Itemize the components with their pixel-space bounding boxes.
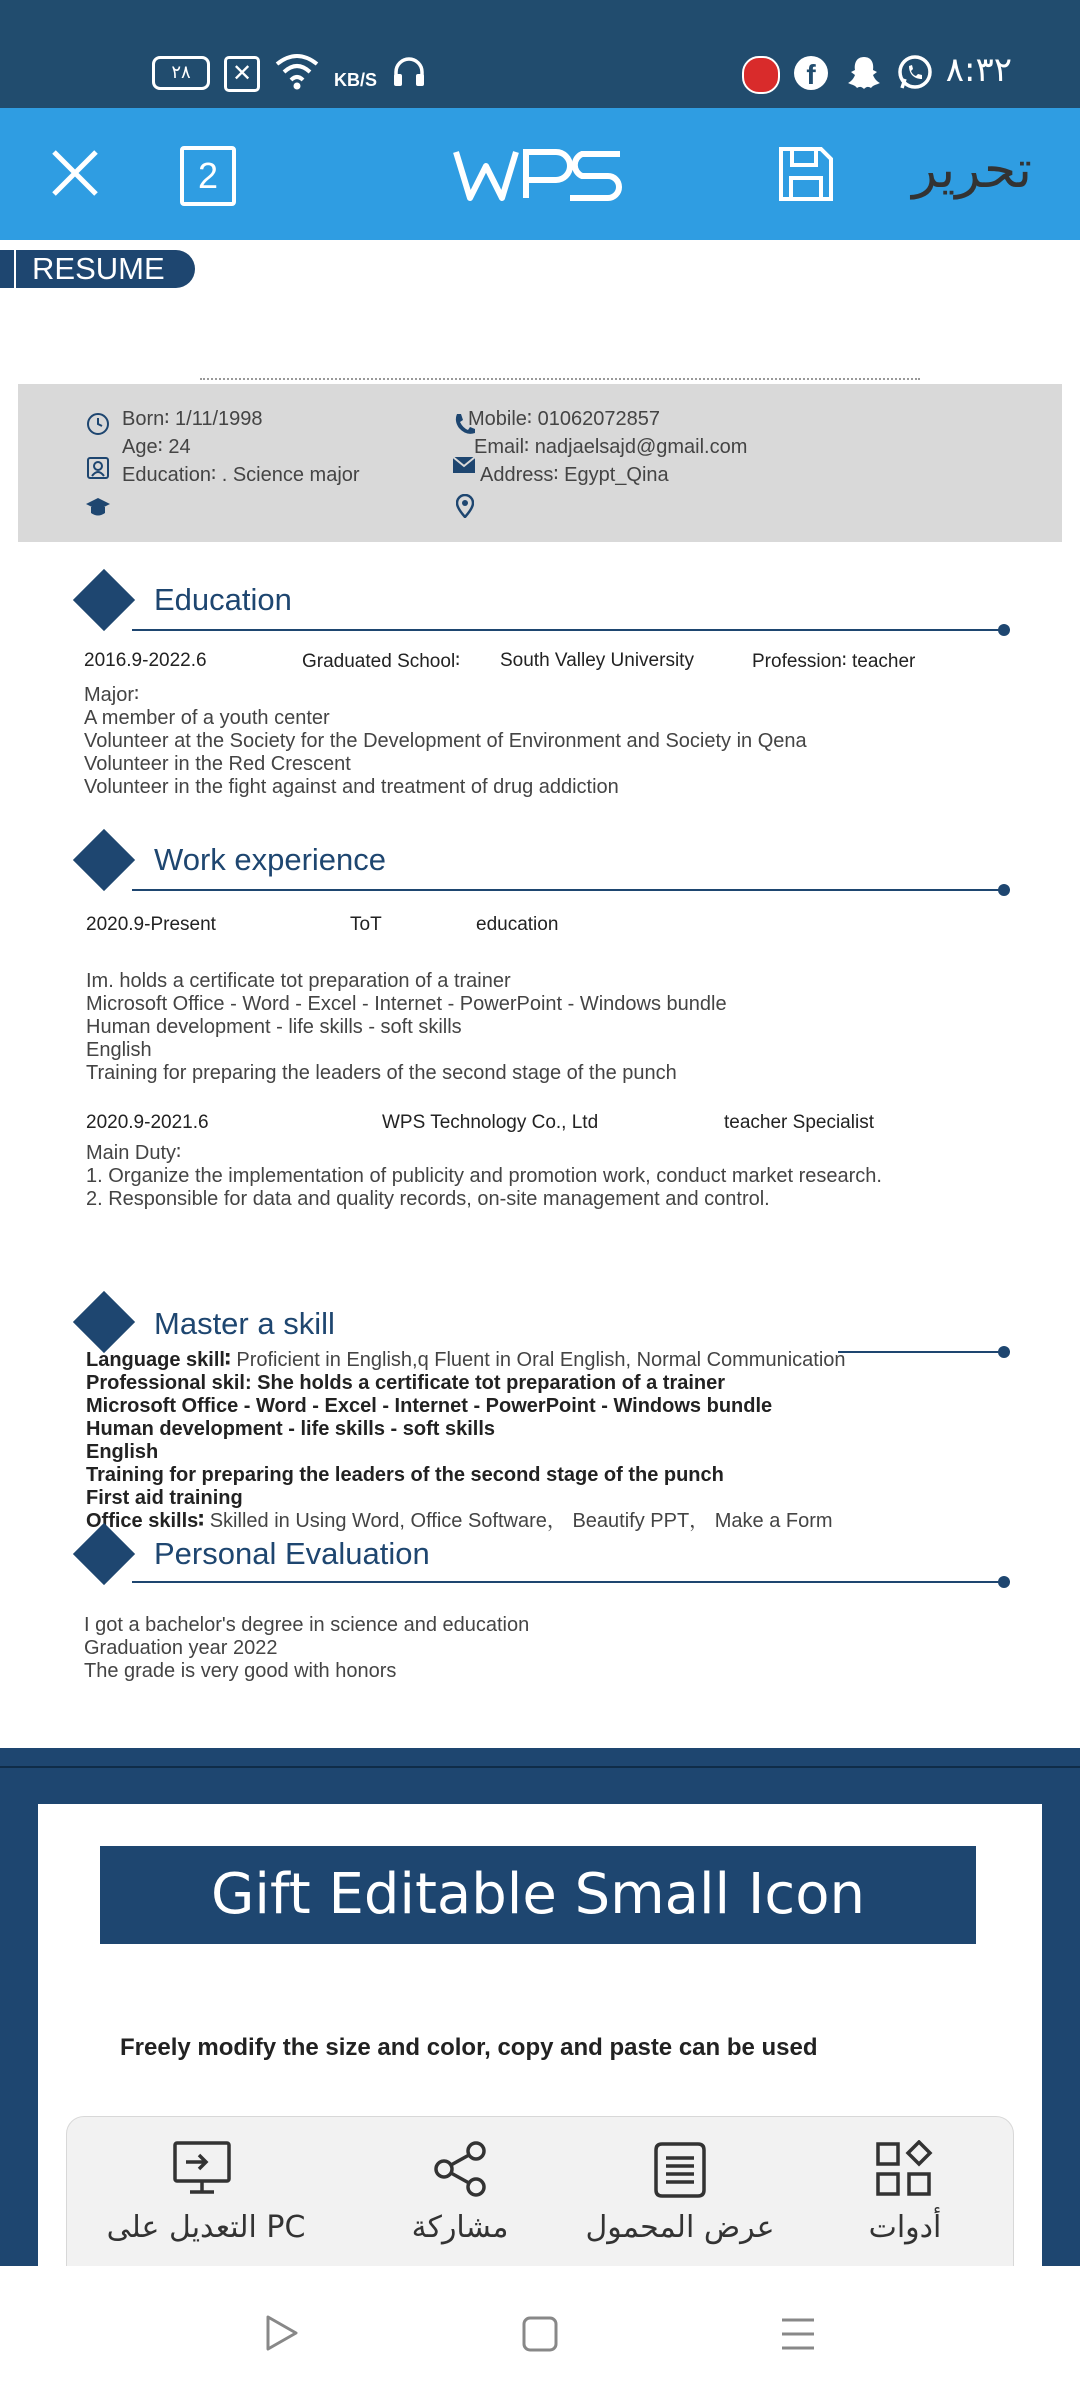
language-skill-label: Language skill∶ bbox=[86, 1349, 231, 1371]
education-line: Volunteer in the Red Crescent bbox=[84, 753, 351, 775]
mobile-view-label: عرض المحمول bbox=[585, 2210, 775, 2245]
work-title: Work experience bbox=[154, 842, 387, 877]
job2-period: 2020.9-2021.6 bbox=[86, 1112, 209, 1133]
menu-icon[interactable] bbox=[780, 2316, 816, 2352]
edit-button[interactable]: تحرير bbox=[912, 140, 1032, 200]
job2-details bbox=[86, 1142, 882, 1211]
section-diamond bbox=[73, 1291, 135, 1353]
evaluation-line: I got a bachelor's degree in science and education bbox=[84, 1614, 530, 1636]
education-profession: Profession∶ teacher bbox=[752, 651, 916, 672]
battery-level: ٢٨ bbox=[171, 62, 191, 83]
resume-tag-bar bbox=[0, 250, 14, 288]
system-nav-bar bbox=[0, 2266, 1080, 2400]
job1-company: ToT bbox=[350, 914, 382, 935]
education-school: South Valley University bbox=[500, 650, 694, 671]
job1-line: Human development - life skills - soft skills bbox=[86, 1016, 462, 1038]
section-rule-dot bbox=[998, 1576, 1010, 1588]
evaluation-details bbox=[84, 1614, 529, 1683]
no-sim-icon: ✕ bbox=[224, 56, 260, 92]
skill-line: English bbox=[86, 1441, 159, 1463]
edit-on-pc-label: التعديل على PC bbox=[106, 2210, 306, 2245]
battery-icon bbox=[152, 56, 210, 90]
section-rule bbox=[838, 1351, 1004, 1353]
resume-tag: RESUME bbox=[16, 250, 195, 288]
info-mobile: Mobile∶ 01062072857 bbox=[468, 408, 661, 430]
tools-label: أدوات bbox=[868, 2210, 942, 2245]
mail-icon bbox=[452, 456, 476, 474]
gift-title: Gift Editable Small Icon bbox=[100, 1846, 976, 1944]
back-icon[interactable] bbox=[264, 2314, 300, 2352]
wps-logo bbox=[452, 146, 626, 204]
location-pin-icon bbox=[456, 494, 474, 518]
status-bar bbox=[0, 0, 1080, 108]
net-speed: KB/S bbox=[334, 70, 378, 90]
job2-line: Main Duty∶ bbox=[86, 1142, 182, 1164]
facebook-icon: f bbox=[794, 56, 828, 90]
job2-line: 2. Responsible for data and quality records, on-site management and control. bbox=[86, 1188, 770, 1210]
mobile-view-icon bbox=[652, 2140, 708, 2200]
education-line: Major∶ bbox=[84, 684, 140, 706]
info-born: Born∶ 1/11/1998 bbox=[122, 408, 263, 430]
section-diamond bbox=[73, 829, 135, 891]
status-time: ٨:٣٢ bbox=[945, 50, 1012, 90]
info-age: Age∶ 24 bbox=[122, 436, 191, 458]
skill-line: First aid training bbox=[86, 1487, 243, 1509]
education-school-label: Graduated School∶ bbox=[302, 651, 461, 672]
page-separator bbox=[0, 1766, 1080, 1768]
job1-line: Im. holds a certificate tot preparation of a trainer bbox=[86, 970, 511, 992]
share-button[interactable] bbox=[380, 2138, 540, 2258]
job1-period: 2020.9-Present bbox=[86, 914, 216, 935]
skills-title: Master a skill bbox=[154, 1306, 335, 1341]
job1-line: Training for preparing the leaders of the second stage of the punch bbox=[86, 1062, 677, 1084]
share-label: مشاركة bbox=[411, 2210, 509, 2245]
graduation-cap-icon bbox=[84, 496, 112, 518]
education-line: Volunteer at the Society for the Development of Environment and Society in Qena bbox=[84, 730, 807, 752]
education-line: Volunteer in the fight against and treatment of drug addiction bbox=[84, 776, 619, 798]
evaluation-line: The grade is very good with honors bbox=[84, 1660, 397, 1682]
evaluation-title: Personal Evaluation bbox=[154, 1536, 430, 1571]
home-icon[interactable] bbox=[522, 2316, 558, 2352]
skill-line: Human development - life skills - soft skills bbox=[86, 1418, 495, 1440]
snapchat-icon bbox=[846, 54, 882, 92]
headphones-icon bbox=[392, 56, 426, 88]
skill-line: Professional skil: She holds a certificate tot preparation of a trainer bbox=[86, 1372, 726, 1394]
page-count: 2 bbox=[197, 155, 219, 196]
save-icon[interactable] bbox=[776, 144, 836, 204]
section-diamond bbox=[73, 569, 135, 631]
education-details bbox=[84, 684, 807, 799]
close-icon[interactable] bbox=[50, 148, 100, 198]
monitor-import-icon bbox=[172, 2140, 232, 2196]
edit-on-pc-button[interactable] bbox=[96, 2138, 316, 2258]
section-rule bbox=[132, 629, 1004, 631]
page-count-button[interactable] bbox=[180, 146, 236, 206]
share-icon bbox=[432, 2140, 488, 2198]
tools-button[interactable] bbox=[840, 2138, 970, 2258]
info-education: Education∶ . Science major bbox=[122, 464, 360, 486]
job2-role: teacher Specialist bbox=[724, 1112, 874, 1133]
job1-line: English bbox=[86, 1039, 152, 1061]
whatsapp-icon bbox=[896, 54, 934, 92]
section-rule bbox=[132, 1581, 1004, 1583]
gift-subtitle: Freely modify the size and color, copy and paste can be used bbox=[120, 2034, 818, 2061]
skill-line: Microsoft Office - Word - Excel - Internet - PowerPoint - Windows bundle bbox=[86, 1395, 773, 1417]
job1-line: Microsoft Office - Word - Excel - Internet - PowerPoint - Windows bundle bbox=[86, 993, 727, 1015]
job1-details bbox=[86, 970, 727, 1085]
mobile-view-button[interactable] bbox=[580, 2138, 780, 2258]
education-period: 2016.9-2022.6 bbox=[84, 650, 207, 671]
skills-details bbox=[86, 1349, 846, 1533]
id-card-icon bbox=[86, 456, 110, 480]
wifi-icon bbox=[274, 52, 320, 90]
dotted-divider bbox=[200, 378, 920, 380]
section-rule-dot bbox=[998, 624, 1010, 636]
info-email: Email∶ nadjaelsajd@gmail.com bbox=[474, 436, 748, 458]
evaluation-line: Graduation year 2022 bbox=[84, 1637, 278, 1659]
office-skill: Skilled in Using Word, Office Software， Beautify PPT， Make a Form bbox=[209, 1510, 833, 1532]
job2-line: 1. Organize the implementation of publicity and promotion work, conduct market research. bbox=[86, 1165, 882, 1187]
app-notification-icon bbox=[742, 56, 780, 94]
info-address: Address∶ Egypt_Qina bbox=[480, 464, 669, 486]
section-rule-dot bbox=[998, 884, 1010, 896]
job2-company: WPS Technology Co., Ltd bbox=[382, 1112, 599, 1133]
skill-line: Training for preparing the leaders of the second stage of the punch bbox=[86, 1464, 724, 1486]
clock-icon bbox=[86, 412, 110, 436]
section-rule-dot bbox=[998, 1346, 1010, 1358]
tools-grid-icon bbox=[874, 2140, 934, 2200]
education-line: A member of a youth center bbox=[84, 707, 330, 729]
section-rule bbox=[132, 889, 1004, 891]
job1-role: education bbox=[476, 914, 559, 935]
education-title: Education bbox=[154, 582, 292, 617]
language-skill: Proficient in English,q Fluent in Oral English, Normal Communication bbox=[236, 1349, 846, 1371]
office-skill-label: Office skills∶ bbox=[86, 1510, 205, 1532]
